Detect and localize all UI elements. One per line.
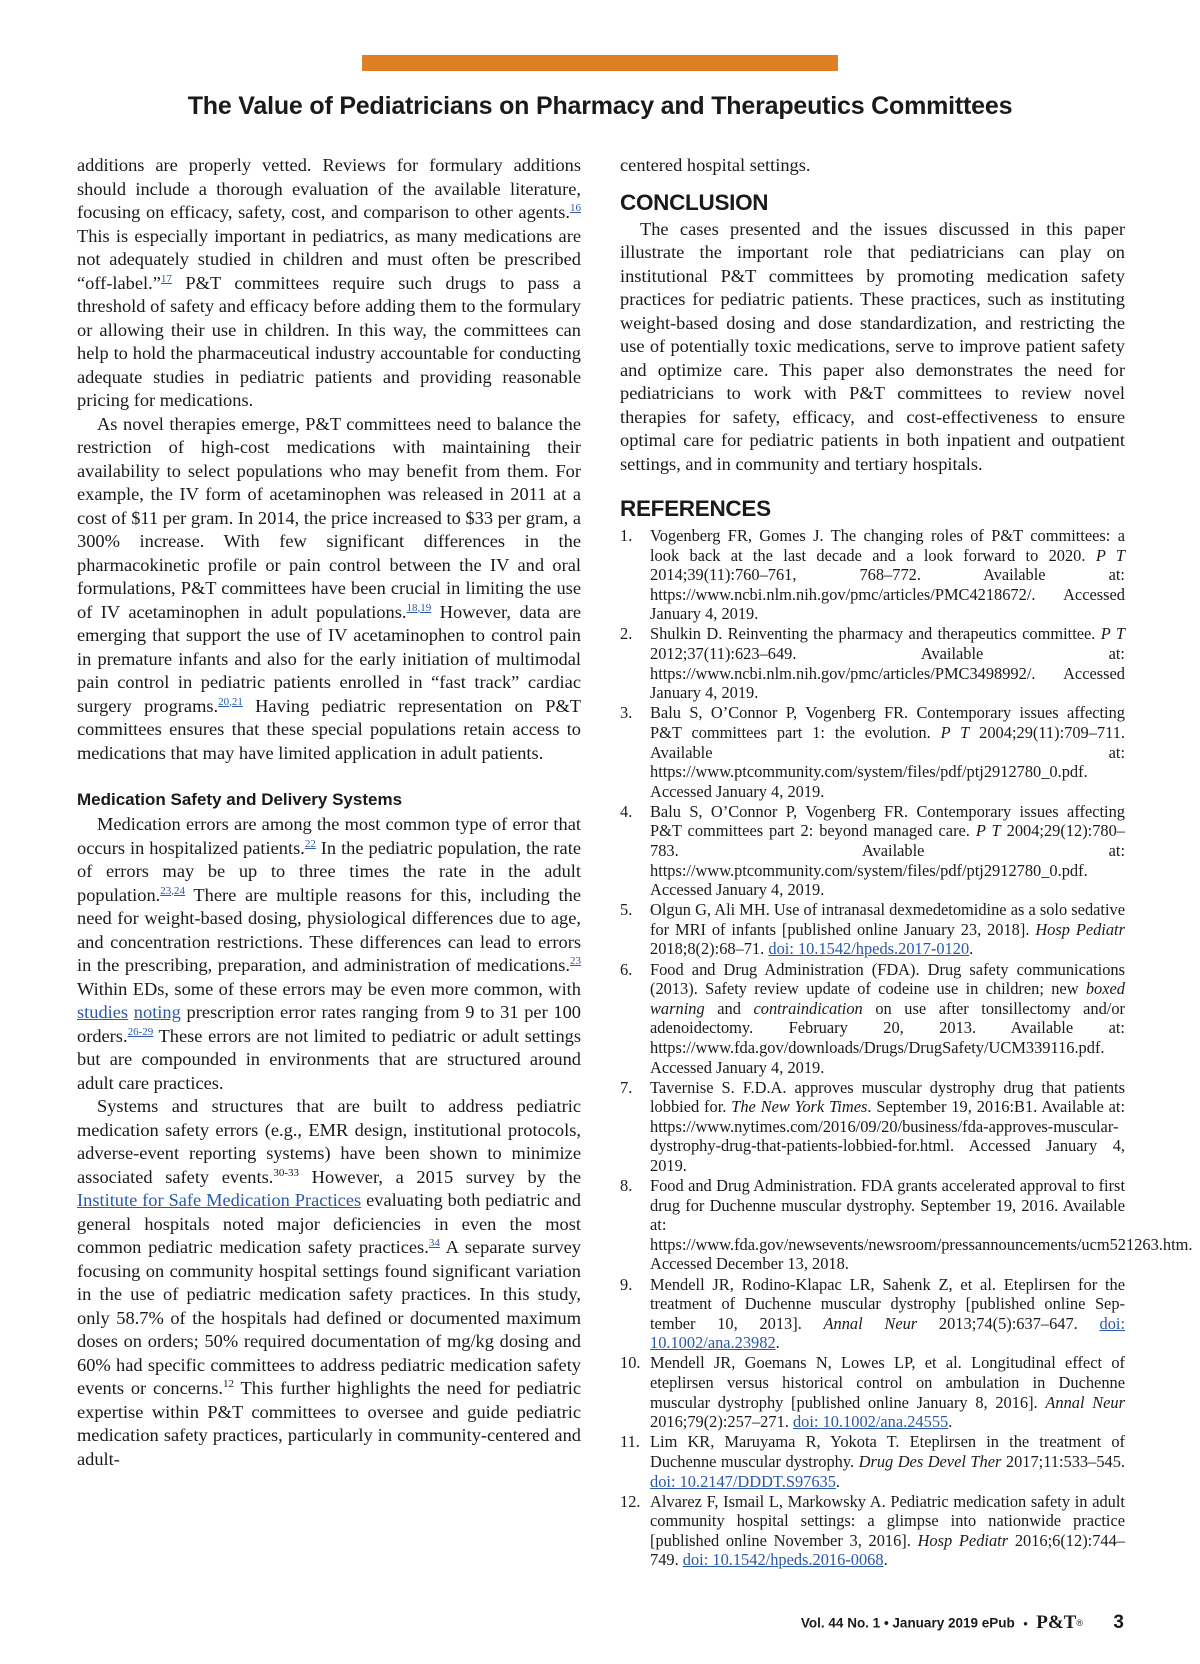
reference-text: Food and Drug Administration. FDA grants accelerated approval to first drug for Duchenne muscular dystrophy. September 19, 2016. Available at: https://www.fda.gov/newsevents/newsroom/pressannouncements/ucm521263.htm. Accessed December 13, 2018. <box>650 1176 1193 1274</box>
studies-link[interactable]: studies <box>77 1002 129 1022</box>
noting-link[interactable]: noting <box>133 1002 181 1022</box>
reference-item <box>620 960 1125 1078</box>
registered-mark: ® <box>1076 1618 1083 1628</box>
citation-number: 30-33 <box>273 1166 300 1179</box>
reference-text: on use after tonsillectomy and/or adenoidectomy. February 20, 2013. Available at: https://www.fda.gov/downloads/Drugs/DrugSafety/UCM339116.pdf. Accessed January 4, 2019. <box>650 998 1125 1077</box>
reference-number: 9. <box>620 1274 633 1294</box>
reference-text: Balu S, O’Connor P, Vogenberg FR. Contemporary issues affecting P&T committees part 1: the evolution. <box>650 703 1125 742</box>
paragraph-medication-errors: Medication errors are among the most common type of error that occurs in hospitalized patients.$^{22}$ In the pediatric population, the rate of errors may be up to three times the rate in the adult population.$^{23,24}$ There are multiple reasons for this, including the need for weight-based dosing, physiological differences due to age, and concentration restrictions. These differences can lead to errors in the prescribing, preparation, and administration of medications.$^{23}$ Within EDs, some of these errors may be even more common, with studies noting prescription error rates ranging from 9 to 31 per 100 orders.$^{26-29}$ These errors are not limited to pediatric or adult settings but are compounded in environments that are structured around adult care practices. <box>77 814 581 1093</box>
reference-number: 5. <box>620 900 633 920</box>
reference-text: 2017;11:533–545. <box>1001 1451 1126 1471</box>
reference-item <box>620 1078 1125 1176</box>
reference-text: . <box>883 1550 888 1570</box>
reference-item <box>620 900 1125 959</box>
reference-text: 2004;29(12):780–783. Available at: https://www.ptcommunity.com/system/files/pdf/ptj2912780_0.pdf. Accessed January 4, 2019. <box>650 821 1125 900</box>
reference-text: Olgun G, Ali MH. Use of intranasal dexmedetomidine as a solo sedative for MRI of infants [published online January 23, 2018]. <box>650 900 1125 939</box>
reference-text: . September 19, 2016:B1. Available at: https://www.nytimes.com/2016/09/20/business/fda-approves-muscular-dystrophy-drug-that-patients-lobbied-for.html. Accessed January 4, 2019. <box>650 1097 1126 1175</box>
reference-text: 2012;37(11):623–649. Available at: https://www.ncbi.nlm.nih.gov/pmc/articles/PMC3498992/. Accessed January 4, 2019. <box>650 644 1125 703</box>
reference-item <box>620 1492 1125 1570</box>
reference-text: Vogenberg FR, Gomes J. The changing roles of P&T committees: a look back at the last decade and a look forward to 2020. <box>650 526 1125 565</box>
reference-text: 2016;79(2):257–271. <box>650 1412 793 1432</box>
reference-journal: Drug Des Devel Ther <box>858 1451 1002 1471</box>
doi-link[interactable]: doi: 10.1002/ana.24555 <box>792 1412 949 1432</box>
reference-journal: P T <box>1095 545 1125 565</box>
reference-text: 2014;39(11):760–761, 768–772. Available at: https://www.ncbi.nlm.nih.gov/pmc/articles/PMC4218672/. Accessed January 4, 2019. <box>650 565 1125 624</box>
reference-text: Food and Drug Administration (FDA). Drug safety communications (2013). Safety review update of codeine use in children; new <box>650 959 1125 999</box>
paragraph-novel-therapies: As novel therapies emerge, P&T committees need to balance the restriction of high-cost medications with maintaining their availability to select populations who may benefit from them. For example, the IV form of acetaminophen was released in 2011 at a cost of $11 per gram. In 2014, the price increased to $33 per gram, a 300% increase. With few significant differences in the pharmacokinetic profile or pain control between the IV and oral formulations, P&T committees have been crucial in limiting the use of IV acetaminophen in adult populations.$^{18,19}$ However, data are emerging that support the use of IV acetaminophen to control pain in premature infants and also for the early initiation of multimodal pain control in pediatric patients enrolled in “fast track” cardiac surgery programs.$^{20,21}$ Having pediatric representation on P&T committees ensures that these special populations retain access to medications that may have limited application in adult patients. <box>77 413 581 763</box>
reference-text: . <box>948 1412 953 1432</box>
reference-text: 2004;29(11):709–711. Available at: https://www.ptcommunity.com/system/files/pdf/ptj2912780_0.pdf. Accessed January 4, 2019. <box>650 722 1125 801</box>
citation-number: 12 <box>223 1378 234 1390</box>
reference-number: 10. <box>620 1353 641 1373</box>
reference-item <box>620 1353 1125 1431</box>
reference-text: 2016;6(12):744–749. <box>650 1530 1125 1570</box>
citation-link[interactable]: 23,24 <box>160 884 186 897</box>
reference-journal: contraindication <box>753 998 863 1018</box>
reference-number: 12. <box>620 1491 641 1511</box>
header-accent-bar <box>362 55 838 71</box>
doi-link[interactable]: doi: 10.1542/hpeds.2017-0120 <box>768 939 970 959</box>
reference-journal: Hosp Pediatr <box>1035 919 1125 939</box>
references-list <box>620 526 1193 1570</box>
reference-number: 11. <box>620 1432 640 1452</box>
citation-link[interactable]: 26-29 <box>127 1025 154 1038</box>
doi-link[interactable]: doi: 10.2147/DDDT.S97635 <box>650 1471 836 1491</box>
reference-journal: Annal Neur <box>1045 1392 1125 1412</box>
reference-text: 2013;74(5):637–647. <box>917 1313 1100 1333</box>
reference-number: 6. <box>620 959 633 979</box>
reference-text: . <box>835 1471 841 1491</box>
reference-journal: P T <box>975 821 1001 841</box>
reference-text: and <box>704 998 754 1018</box>
reference-item <box>620 802 1125 900</box>
citation-link[interactable]: 22 <box>304 837 316 850</box>
reference-journal: The New York Times <box>731 1097 868 1117</box>
paragraph-conclusion: The cases presented and the issues discussed in this paper illustrate the important role that pediatricians can play on institutional P&T committees by promoting medication safety practices for pediatric patients. These practices, such as instituting weight-based dosing and dose standardization, and restricting the use of potentially toxic medications, serve to improve patient safety and optimize care. This paper also demonstrates the need for pediatricians to work with P&T committees to review novel therapies for safety, efficacy, and cost-effectiveness to ensure optimal care for pediatric patients in both inpatient and outpatient settings, and in community and tertiary hospitals. <box>620 218 1125 474</box>
citation-link[interactable]: 17 <box>160 272 172 285</box>
citation-link[interactable]: 20,21 <box>218 695 243 708</box>
reference-journal: Annal Neur <box>823 1313 918 1333</box>
reference-item <box>620 703 1125 801</box>
doi-link[interactable]: doi: 10.1002/ana.23982 <box>650 1313 1125 1353</box>
page-title: The Value of Pediatricians on Pharmacy and Therapeutics Committees <box>187 92 1013 120</box>
conclusion-heading: CONCLUSION <box>620 189 769 215</box>
reference-text: Mendell JR, Rodino-Klapac LR, Sahenk Z, et al. Eteplirsen for the treatment of Duchenne muscular dystrophy [published online September 10, 2013]. <box>650 1274 1125 1333</box>
reference-text: Balu S, O’Connor P, Vogenberg FR. Contemporary issues affecting P&T committees part 2: beyond managed care. <box>650 801 1125 841</box>
reference-text: . <box>775 1333 780 1353</box>
reference-item <box>620 624 1125 702</box>
reference-text: Lim KR, Maruyama R, Yokota T. Eteplirsen in the treatment of Duchenne muscular dystrophy. <box>650 1432 1125 1471</box>
doi-link[interactable]: doi: 10.1542/hpeds.2016-0068 <box>682 1550 884 1570</box>
reference-number: 7. <box>620 1077 633 1097</box>
paragraph-continuation: centered hospital settings. <box>620 155 811 175</box>
footer-bullet: • <box>1023 1615 1028 1631</box>
reference-journal: boxed warning <box>650 979 1125 1018</box>
reference-item <box>620 1275 1125 1353</box>
page-footer <box>801 1612 1124 1634</box>
references-heading: REFERENCES <box>620 496 771 521</box>
citation-link[interactable]: 18,19 <box>406 601 432 614</box>
issue-info: Vol. 44 No. 1 • January 2019 ePub <box>800 1615 1015 1631</box>
reference-journal: P T <box>940 722 970 742</box>
reference-text: Mendell JR, Goemans N, Lowes LP, et al. Longitudinal effect of eteplirsen versus historical control on ambulation in Duchenne muscular dystrophy [published online January 8, 2016]. <box>650 1353 1125 1412</box>
paragraph-formulary-review: additions are properly vetted. Reviews for formulary additions should include a thorough evaluation of the available literature, focusing on efficacy, safety, cost, and comparison to other agents.$^{16}$ This is especially important in pediatrics, as many medications are not adequately studied in children and must often be prescribed “off-label.”$^{17}$ P&T committees require such drugs to pass a threshold of safety and efficacy before adding them to the formulary or allowing their use in children. In this way, the committees can help to hold the pharmaceutical industry accountable for conducting adequate studies in pediatric patients and providing reasonable pricing for medications. <box>77 155 581 410</box>
reference-journal: Hosp Pediatr <box>917 1530 1009 1550</box>
reference-text: 2018;8(2):68–71. <box>650 939 769 959</box>
citation-link[interactable]: 23 <box>570 955 581 967</box>
reference-item <box>620 526 1125 624</box>
reference-item <box>620 1432 1125 1491</box>
reference-item <box>620 1176 1193 1274</box>
journal-brand: P&T <box>1036 1612 1077 1633</box>
reference-number: 3. <box>620 703 633 723</box>
citation-link[interactable]: 34 <box>428 1237 440 1249</box>
reference-text: Shulkin D. Reinventing the pharmacy and therapeutics committee. <box>650 624 1101 644</box>
reference-journal: P T <box>1100 624 1125 644</box>
reference-number: 2. <box>620 624 633 644</box>
right-column <box>620 154 1193 1570</box>
reference-number: 4. <box>620 801 633 821</box>
reference-text: . <box>969 939 974 959</box>
page-number: 3 <box>1113 1612 1124 1633</box>
citation-link[interactable]: 16 <box>570 202 581 214</box>
reference-text: Tavernise S. F.D.A. approves muscular dystrophy drug that patients lobbied for. <box>650 1077 1125 1117</box>
reference-text: Alvarez F, Ismail L, Markowsky A. Pediatric medication safety in adult community hospital settings: a glimpse into nationwide practice [published online November 3, 2016]. <box>650 1491 1125 1550</box>
reference-number: 8. <box>620 1176 633 1196</box>
left-column <box>77 154 581 1471</box>
reference-number: 1. <box>620 526 633 545</box>
ismp-link[interactable]: Institute for Safe Medication Practices <box>77 1190 362 1210</box>
paragraph-safety-systems: Systems and structures that are built to address pediatric medication safety errors (e.g., EMR design, institutional protocols, adverse-event reporting systems) have been shown to minimize associated safety events.$^{30-33}$ However, a 2015 survey by the Institute for Safe Medication Practices evaluating both pediatric and general hospitals noted major deficiencies in even the most common pediatric medication safety practices.$^{34}$ A separate survey focusing on community hospital settings found significant variation in the use of pediatric medication safety practices. In this study, only 58.7% of the hospitals had defined or documented maximum doses on orders; 50% required documentation of mg/kg dosing and 60% had specific committees to address pediatric medication safety events or concerns.$^{12}$ This further highlights the need for pediatric expertise within P&T committees to oversee and guide pediatric medication safety practices, particularly in community-centered and adult- <box>77 1096 581 1469</box>
subheading-medication-safety: Medication Safety and Delivery Systems <box>77 790 403 809</box>
